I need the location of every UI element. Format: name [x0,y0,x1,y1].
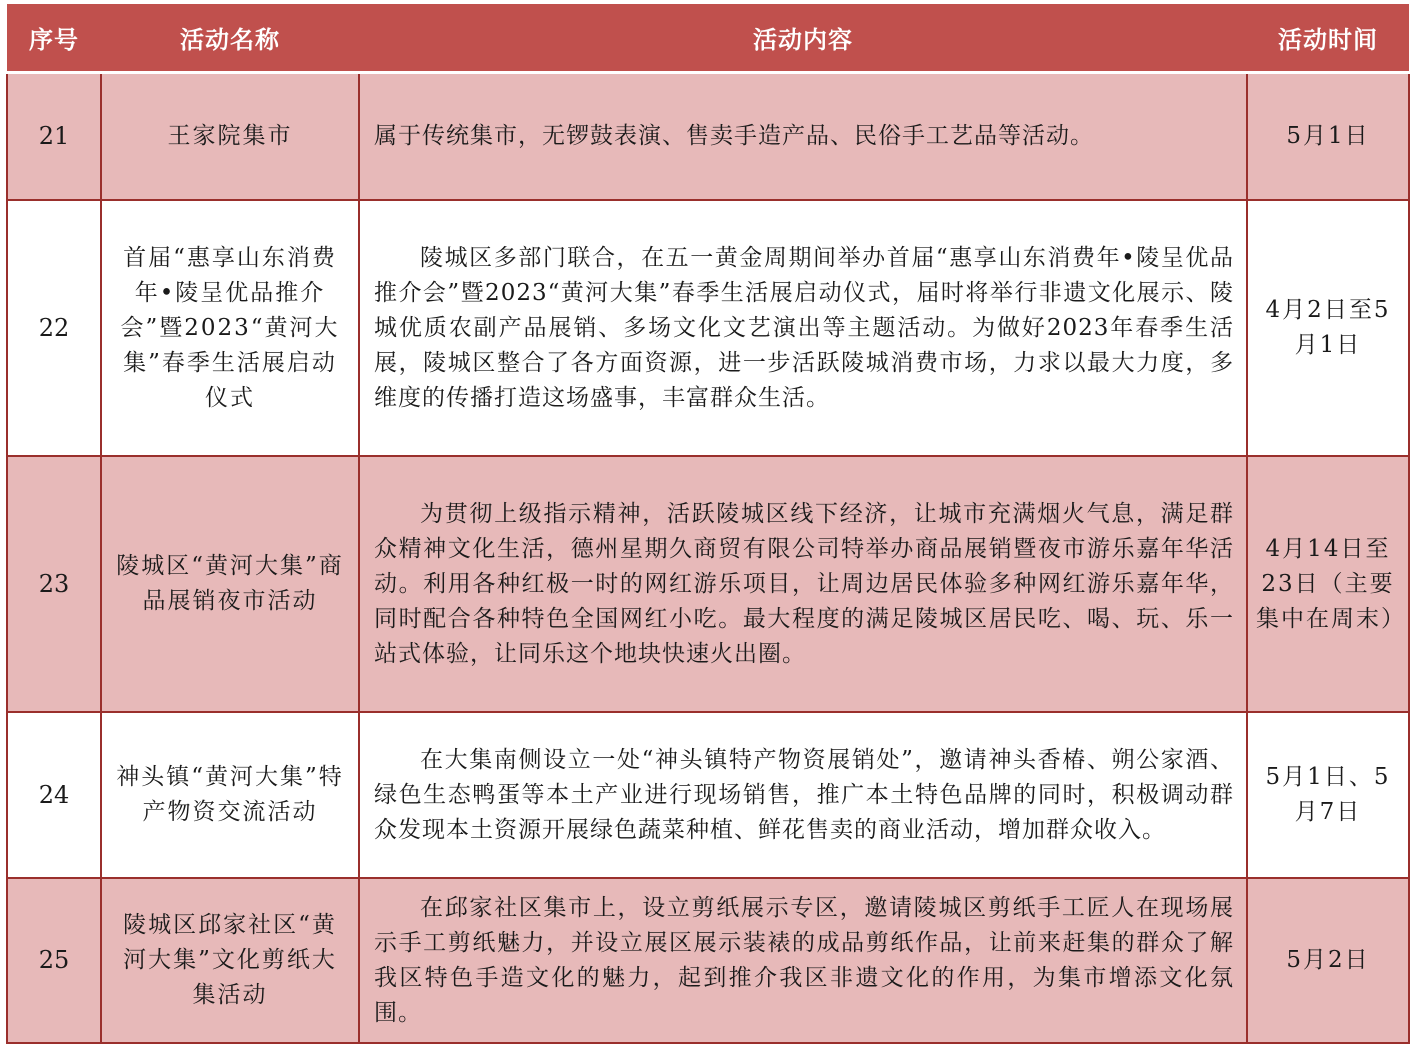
row-content-text: 为贯彻上级指示精神，活跃陵城区线下经济，让城市充满烟火气息，满足群众精神文化生活，德州星期久商贸有限公司特举办商品展销暨夜市游乐嘉年华活动。利用各种红极一时的网红游乐项目，让周边居民体验多种网红游乐嘉年华，同时配合各种特色全国网红小吃。最大程度的满足陵城区居民吃、喝、玩、乐一站式体验，让同乐这个地块快速火出圈。 [374,500,1234,667]
row-serial-number: 23 [7,456,101,712]
table-row [7,73,1409,201]
row-activity-content [359,712,1247,878]
header-activity-time: 活动时间 [1247,4,1409,73]
row-activity-name: 陵城区“黄河大集”商品展销夜市活动 [101,456,359,712]
table-header [7,4,1409,73]
row-activity-name: 王家院集市 [101,73,359,201]
table-row [7,456,1409,712]
row-activity-time: 4月2日至5月1日 [1247,200,1409,456]
row-content-text: 属于传统集市，无锣鼓表演、售卖手造产品、民俗手工艺品等活动。 [374,123,1094,149]
row-activity-content [359,73,1247,201]
row-activity-time: 5月1日 [1247,73,1409,201]
row-content-text: 陵城区多部门联合，在五一黄金周期间举办首届“惠享山东消费年•陵呈优品推介会”暨2023“黄河大集”春季生活展启动仪式，届时将举行非遗文化展示、陵城优质农副产品展销、多场文化文艺演出等主题活动。为做好2023年春季生活展，陵城区整合了各方面资源，进一步活跃陵城消费市场，力求以最大力度，多维度的传播打造这场盛事，丰富群众生活。 [374,244,1234,411]
row-activity-name: 陵城区邱家社区“黄河大集”文化剪纸大集活动 [101,878,359,1043]
header-activity-name: 活动名称 [101,4,359,73]
header-row [7,4,1409,73]
header-activity-content: 活动内容 [359,4,1247,73]
row-serial-number: 24 [7,712,101,878]
row-activity-content [359,200,1247,456]
row-activity-content [359,456,1247,712]
row-serial-number: 22 [7,200,101,456]
activity-table [6,4,1410,1044]
row-serial-number: 25 [7,878,101,1043]
table-body [7,73,1409,1044]
row-content-text: 在邱家社区集市上，设立剪纸展示专区，邀请陵城区剪纸手工匠人在现场展示手工剪纸魅力，并设立展区展示装裱的成品剪纸作品，让前来赶集的群众了解我区特色手造文化的魅力，起到推介我区非遗文化的作用，为集市增添文化氛围。 [374,894,1234,1026]
row-activity-time: 5月1日、5月7日 [1247,712,1409,878]
row-activity-time: 4月14日至23日（主要集中在周末） [1247,456,1409,712]
header-serial-number: 序号 [7,4,101,73]
row-activity-content [359,878,1247,1043]
activity-table-sheet [6,4,1408,1044]
row-activity-name: 首届“惠享山东消费年•陵呈优品推介会”暨2023“黄河大集”春季生活展启动仪式 [101,200,359,456]
row-activity-name: 神头镇“黄河大集”特产物资交流活动 [101,712,359,878]
row-content-text: 在大集南侧设立一处“神头镇特产物资展销处”，邀请神头香椿、朔公家酒、绿色生态鸭蛋等本土产业进行现场销售，推广本土特色品牌的同时，积极调动群众发现本土资源开展绿色蔬菜种植、鲜花售卖的商业活动，增加群众收入。 [374,746,1234,843]
row-activity-time: 5月2日 [1247,878,1409,1043]
row-serial-number: 21 [7,73,101,201]
table-row [7,712,1409,878]
table-row [7,878,1409,1043]
table-row [7,200,1409,456]
